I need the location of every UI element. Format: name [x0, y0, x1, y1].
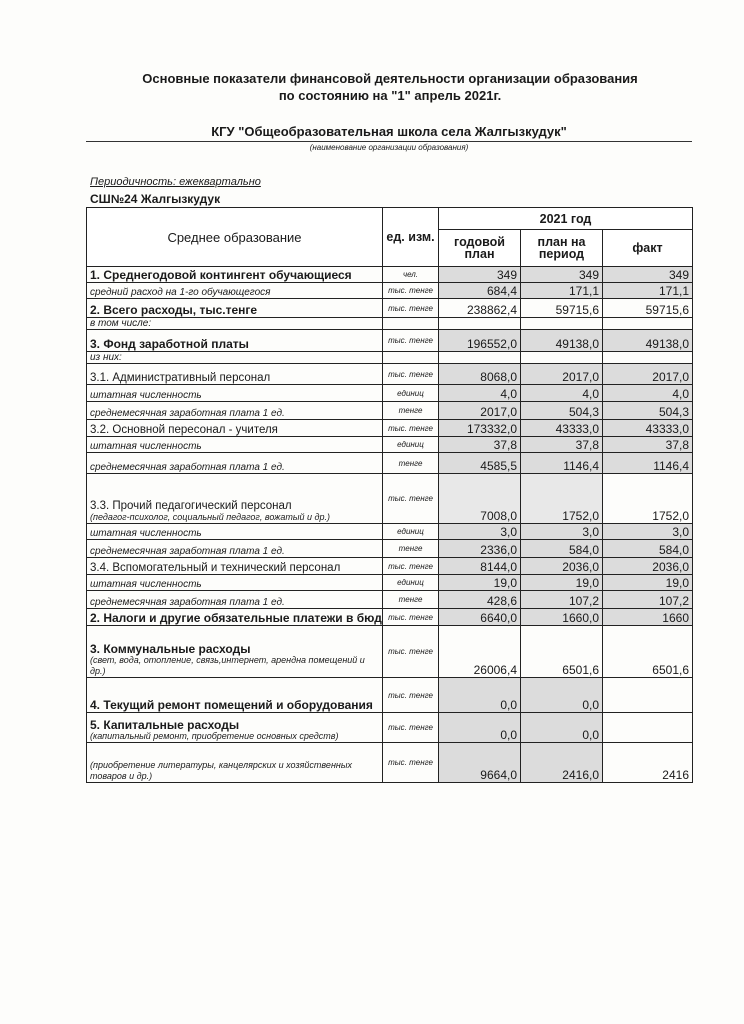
row-unit: тенге: [383, 453, 439, 474]
row-plan-year: 3,0: [439, 524, 521, 540]
row-unit: [383, 352, 439, 364]
row-fact: 171,1: [603, 283, 693, 299]
row-name: [87, 575, 383, 591]
row-plan-year: 173332,0: [439, 420, 521, 437]
header-fact: факт: [603, 230, 693, 267]
title-line-1: Основные показатели финансовой деятельности организации образования: [142, 71, 638, 86]
table-row: [87, 453, 693, 474]
row-unit: тыс. тенге: [383, 364, 439, 385]
row-fact: 59715,6: [603, 299, 693, 318]
row-unit: тенге: [383, 540, 439, 558]
row-name: [87, 299, 383, 318]
row-title: 2. Налоги и другие обязательные платежи в бюд: [90, 611, 382, 625]
row-unit: тыс. тенге: [383, 609, 439, 626]
document-title: [120, 70, 660, 104]
row-plan-year: 2017,0: [439, 402, 521, 420]
row-fact: 2036,0: [603, 558, 693, 575]
row-plan-period: 2017,0: [521, 364, 603, 385]
row-plan-period: 0,0: [521, 678, 603, 713]
row-plan-year: 196552,0: [439, 330, 521, 352]
row-plan-year: [439, 352, 521, 364]
row-name: [87, 713, 383, 743]
row-plan-period: 19,0: [521, 575, 603, 591]
header-plan-period: план на период: [521, 230, 603, 267]
row-subtitle: (приобретение литературы, канцелярских и хозяйственных товаров и др.): [90, 760, 352, 781]
row-plan-period: 584,0: [521, 540, 603, 558]
school-code: СШ№24 Жалгызкудук: [90, 192, 221, 206]
row-fact: [603, 318, 693, 330]
table-row: [87, 330, 693, 352]
row-plan-year: 26006,4: [439, 626, 521, 678]
row-unit: тенге: [383, 591, 439, 609]
row-name: [87, 330, 383, 352]
row-plan-period: 43333,0: [521, 420, 603, 437]
row-fact: 6501,6: [603, 626, 693, 678]
row-title: штатная численность: [90, 441, 202, 452]
row-fact: 2416: [603, 743, 693, 783]
row-fact: 43333,0: [603, 420, 693, 437]
row-title: 4. Текущий ремонт помещений и оборудования: [90, 698, 373, 712]
table-row: [87, 402, 693, 420]
row-plan-period: [521, 318, 603, 330]
table-row: [87, 474, 693, 524]
row-name: [87, 524, 383, 540]
row-fact: 2017,0: [603, 364, 693, 385]
header-unit: ед. изм.: [383, 208, 439, 267]
row-name: [87, 558, 383, 575]
row-unit: тыс. тенге: [383, 474, 439, 524]
row-unit: единиц: [383, 524, 439, 540]
row-plan-period: 6501,6: [521, 626, 603, 678]
organization-underline: [86, 141, 692, 142]
table-row: [87, 678, 693, 713]
row-title: штатная численность: [90, 390, 202, 401]
row-plan-year: 19,0: [439, 575, 521, 591]
row-name: [87, 352, 383, 364]
row-fact: 1752,0: [603, 474, 693, 524]
table-row: [87, 524, 693, 540]
row-subtitle: (свет, вода, отопление, связь,интернет, арендна помещений и др.): [90, 655, 365, 676]
row-plan-year: 6640,0: [439, 609, 521, 626]
row-fact: 1660: [603, 609, 693, 626]
row-plan-year: 238862,4: [439, 299, 521, 318]
row-fact: 37,8: [603, 437, 693, 453]
row-unit: тыс. тенге: [383, 713, 439, 743]
row-name: [87, 385, 383, 402]
table-row: [87, 267, 693, 283]
row-plan-year: 7008,0: [439, 474, 521, 524]
row-title: среднемесячная заработная плата 1 ед.: [90, 462, 285, 473]
row-unit: тыс. тенге: [383, 283, 439, 299]
row-plan-year: 37,8: [439, 437, 521, 453]
row-plan-period: 59715,6: [521, 299, 603, 318]
row-plan-year: 8144,0: [439, 558, 521, 575]
row-unit: чел.: [383, 267, 439, 283]
row-title: 3.2. Основной пересонал - учителя: [90, 424, 278, 436]
row-unit: тыс. тенге: [383, 626, 439, 678]
row-plan-period: 107,2: [521, 591, 603, 609]
row-unit: единиц: [383, 575, 439, 591]
row-subtitle: (капитальный ремонт, приобретение основных средств): [90, 731, 339, 741]
row-name: [87, 678, 383, 713]
row-title: 3. Фонд заработной платы: [90, 337, 249, 351]
table-row: [87, 609, 693, 626]
row-plan-year: 428,6: [439, 591, 521, 609]
row-name: [87, 609, 383, 626]
table-row: [87, 437, 693, 453]
row-unit: тыс. тенге: [383, 678, 439, 713]
row-plan-period: 504,3: [521, 402, 603, 420]
row-title: среднемесячная заработная плата 1 ед.: [90, 408, 285, 419]
row-title: 5. Капитальные расходы: [90, 718, 240, 732]
row-plan-period: 3,0: [521, 524, 603, 540]
row-plan-period: 171,1: [521, 283, 603, 299]
table-row: [87, 420, 693, 437]
header-name: Среднее образование: [87, 208, 383, 267]
row-title: 3.4. Вспомогательный и технический персонал: [90, 562, 341, 574]
row-plan-period: 1146,4: [521, 453, 603, 474]
table-row: [87, 283, 693, 299]
row-name: [87, 402, 383, 420]
row-unit: тыс. тенге: [383, 420, 439, 437]
row-plan-year: [439, 318, 521, 330]
table-row: [87, 713, 693, 743]
row-name: [87, 743, 383, 783]
row-plan-year: 9664,0: [439, 743, 521, 783]
periodicity-label: Периодичность: ежеквартально: [90, 176, 261, 188]
row-plan-period: 0,0: [521, 713, 603, 743]
row-plan-year: 4585,5: [439, 453, 521, 474]
row-name: [87, 540, 383, 558]
row-name: [87, 474, 383, 524]
row-unit: тыс. тенге: [383, 299, 439, 318]
row-title: штатная численность: [90, 528, 202, 539]
row-fact: 3,0: [603, 524, 693, 540]
table-row: [87, 575, 693, 591]
row-plan-year: 684,4: [439, 283, 521, 299]
organization-caption: (наименование организации образования): [309, 143, 469, 152]
row-name: [87, 453, 383, 474]
row-plan-period: 2036,0: [521, 558, 603, 575]
table-row: [87, 743, 693, 783]
row-plan-period: 1752,0: [521, 474, 603, 524]
row-unit: тыс. тенге: [383, 330, 439, 352]
row-fact: 49138,0: [603, 330, 693, 352]
table-row: [87, 299, 693, 318]
row-name: [87, 364, 383, 385]
row-fact: 504,3: [603, 402, 693, 420]
financial-table: [86, 207, 693, 783]
row-plan-period: 37,8: [521, 437, 603, 453]
row-title: 2. Всего расходы, тыс.тенге: [90, 303, 258, 317]
row-fact: [603, 713, 693, 743]
organization-name: КГУ "Общеобразовательная школа села Жалгызкудук": [211, 124, 567, 139]
row-name: [87, 283, 383, 299]
row-plan-period: 1660,0: [521, 609, 603, 626]
table-row: [87, 318, 693, 330]
row-fact: 584,0: [603, 540, 693, 558]
row-fact: 1146,4: [603, 453, 693, 474]
row-unit: [383, 318, 439, 330]
row-unit: тенге: [383, 402, 439, 420]
row-plan-period: 349: [521, 267, 603, 283]
row-name: [87, 591, 383, 609]
table-row: [87, 591, 693, 609]
table-row: [87, 385, 693, 402]
header-year: 2021 год: [439, 208, 693, 230]
table-row: [87, 352, 693, 364]
row-fact: [603, 352, 693, 364]
row-fact: 107,2: [603, 591, 693, 609]
row-unit: единиц: [383, 437, 439, 453]
table-row: [87, 364, 693, 385]
row-title: из них:: [90, 352, 122, 363]
row-title: средний расход на 1-го обучающегося: [90, 287, 271, 298]
table-body: [87, 267, 693, 783]
table-row: [87, 626, 693, 678]
row-plan-period: 4,0: [521, 385, 603, 402]
title-line-2: по состоянию на "1" апрель 2021г.: [278, 88, 502, 103]
row-title: 3.3. Прочий педагогический персонал: [90, 500, 292, 512]
row-plan-period: 2416,0: [521, 743, 603, 783]
row-name: [87, 437, 383, 453]
row-subtitle: (педагог-психолог, социальный педагог, вожатый и др.): [90, 512, 330, 522]
row-unit: единиц: [383, 385, 439, 402]
row-title: 1. Среднегодовой контингент обучающиеся: [90, 268, 352, 282]
table-row: [87, 558, 693, 575]
row-title: в том числе:: [90, 318, 152, 329]
row-plan-year: 0,0: [439, 713, 521, 743]
row-unit: тыс. тенге: [383, 743, 439, 783]
row-title: штатная численность: [90, 579, 202, 590]
row-fact: [603, 678, 693, 713]
row-title: 3.1. Административный персонал: [90, 372, 271, 384]
row-plan-period: [521, 352, 603, 364]
row-plan-year: 4,0: [439, 385, 521, 402]
row-plan-year: 8068,0: [439, 364, 521, 385]
row-fact: 349: [603, 267, 693, 283]
row-fact: 4,0: [603, 385, 693, 402]
header-plan-year: годовой план: [439, 230, 521, 267]
row-plan-period: 49138,0: [521, 330, 603, 352]
row-plan-year: 349: [439, 267, 521, 283]
row-name: [87, 267, 383, 283]
row-name: [87, 420, 383, 437]
row-name: [87, 626, 383, 678]
row-title: среднемесячная заработная плата 1 ед.: [90, 597, 285, 608]
row-fact: 19,0: [603, 575, 693, 591]
row-title: 3. Коммунальные расходы: [90, 642, 251, 656]
row-plan-year: 0,0: [439, 678, 521, 713]
table-row: [87, 540, 693, 558]
row-unit: тыс. тенге: [383, 558, 439, 575]
row-plan-year: 2336,0: [439, 540, 521, 558]
row-title: среднемесячная заработная плата 1 ед.: [90, 546, 285, 557]
row-name: [87, 318, 383, 330]
